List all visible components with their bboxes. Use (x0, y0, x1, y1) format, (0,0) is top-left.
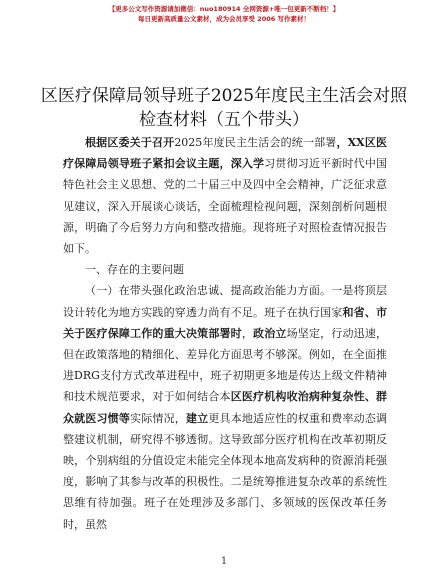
para-text-h: 建立 (185, 411, 209, 425)
intro-text-3: ，XX区医疗保障局领导班子紧扣会议主题， (63, 136, 387, 171)
intro-paragraph (63, 132, 387, 259)
para-text-g: 实际情况， (130, 411, 186, 425)
intro-text-1: 根据区委关于召开 (85, 136, 175, 149)
document-body (63, 132, 387, 535)
para-text-c: ， (241, 326, 254, 340)
document-title: 区医疗保障局领导班子2025年度民主生活会对照检查材料（五个带头） (40, 86, 408, 130)
para-text-e: 场坚定，行动迅速，但在政策落地的精细化、差异化方面思考不够深。例如，在全面推进DRG支付方式改革进程中，班子初期更多地是传达上级文件精神和技术规范要求，对于如何结合本 (63, 326, 388, 404)
para-text-i: 更具本地适应性的权重和费率动态调整建议机制，研究得不够透彻。这导致部分医疗机构在改革初期反映，个别病组的分值设定未能完全体现本地高发病种的资源消耗强度，影响了其参与改革的积极性。二是统筹推进复杂改革的系统性思维有待加强。班子在处理涉及多部门、多领域的医保改革任务时，虽然 (63, 411, 388, 531)
para-text-d: 政治立 (253, 326, 287, 340)
promo-banner (0, 4, 448, 24)
para-text-f: 区医疗机构收治病种复杂性、群众就医习惯等 (63, 390, 388, 425)
para-text-a: （一）在带头强化政治忠诚、提高政治能力方面。一是将顶层设计转化为地方实践的穿透力尚有不足。班子在执行国家 (63, 284, 387, 319)
intro-text-5: 习贯彻习近平新时代中国特色社会主义思想、党的二十届三中及四中全会精神，广泛征求意见建议，深入开展谈心谈话，全面梳理检视问题，深刻剖析问题根源，明确了今后努力方向和整改措施。现将班子对照检查情况报告如下。 (63, 157, 388, 256)
section-heading: 一、存在的主要问题 (85, 263, 184, 277)
intro-text-4: 深入学 (230, 157, 265, 171)
promo-banner-line2: 每日更新高质量公文素材，成为会员享受 2006 写作素材！ (137, 15, 311, 23)
para-text-b: 和省、市关于医疗保障工作的重大决策部署时 (63, 305, 388, 340)
section-paragraph (63, 280, 387, 534)
intro-text-2: 2025年度民主生活会的统一部署 (174, 136, 337, 149)
promo-banner-line1: 【更多公文写作资源请加微信：nuo180914 全网资源+唯一包更新不断档！】 (108, 5, 340, 13)
page-number: 1 (220, 556, 228, 567)
